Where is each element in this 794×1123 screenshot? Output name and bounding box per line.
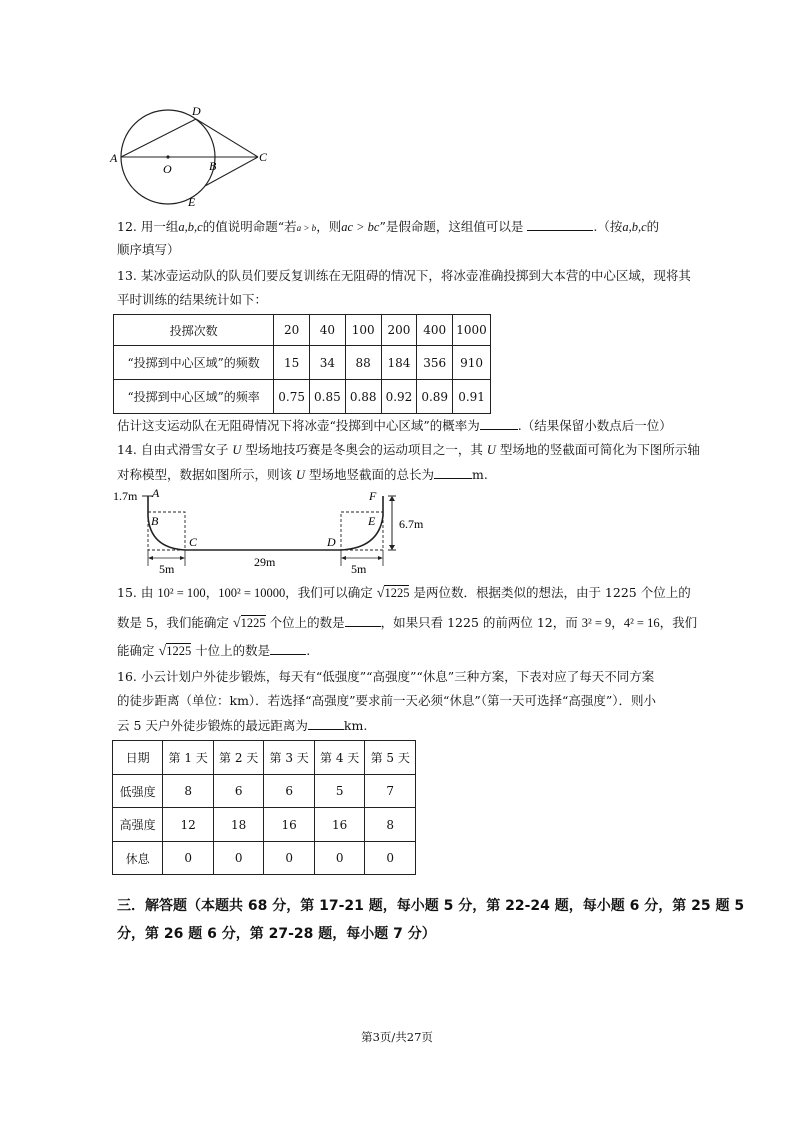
label-O: O [163,162,172,176]
table-row: 休息 0 0 0 0 0 [113,842,416,875]
table-row: 低强度 8 6 6 5 7 [113,775,416,808]
q15-line3: 能确定 √1225 十位上的数是 . [117,643,311,659]
table-row: 投掷次数 20 40 100 200 400 1000 [114,315,491,346]
label-D: D [192,104,201,118]
table-row: 日期 第 1 天 第 2 天 第 3 天 第 4 天 第 5 天 [113,741,416,775]
table-row: “投掷到中心区域”的频率 0.75 0.85 0.88 0.92 0.89 0.91 [114,380,491,414]
q16-line1: 16. 小云计划户外徒步锻炼，每天有“低强度”“高强度”“休息”三种方案，下表对应了每天不同方案 [117,669,655,684]
label-A: A [110,151,118,165]
section-3-heading-line1: 三．解答题（本题共 68 分，第 17-21 题，每小题 5 分，第 22-24 题，每小题 6 分，第 25 题 5 [117,898,745,914]
q16-line2: 的徒步距离（单位：km）．若选择“高强度”要求前一天必须“休息”（第一天可选择“高强度”）．则小 [117,693,657,708]
q12-answer-blank[interactable] [527,217,593,231]
width-mid-label: 29m [254,555,276,569]
halfpipe-figure [113,486,424,576]
label-A: A [152,486,160,500]
q15-units-blank[interactable] [345,613,381,627]
page-footer: 第3页/共27页 [361,1030,433,1044]
table-row: “投掷到中心区域”的频数 15 34 88 184 356 910 [114,346,491,380]
label-E: E [368,514,376,528]
width-left-label: 5m [159,562,175,576]
q12-number: 12. [117,219,137,234]
height-right-label: 6.7m [399,517,424,531]
height-left-label: 1.7m [113,489,138,503]
q13-line1: 13. 某冰壶运动队的队员们要反复训练在无阻碍的情况下，将冰壶准确投掷到大本营的中心区域，现将其 [117,268,691,283]
table-row: 高强度 12 18 16 16 8 [113,808,416,842]
q16-line3: 云 5 天户外徒步锻炼的最远距离为 km. [117,718,368,733]
q14-answer-blank[interactable] [434,465,472,479]
q14-line2: 对称模型，数据如图所示，则该 U 型场地竖截面的总长为 m. [117,467,488,482]
label-F: F [369,489,377,503]
q16-answer-blank[interactable] [308,716,344,730]
label-B: B [151,514,159,528]
label-C: C [189,535,198,549]
label-B: B [209,159,217,173]
q15-line2: 数是 5，我们能确定 √1225 个位上的数是 ，如果只看 1225 的前两位 12，而 3² = 9，4² = 16，我们 [117,615,698,631]
q12-line1: 12. 用一组a,b,c的值说明命题“若a > b，则ac > bc”是假命题，这组值可以是 .（按a,b,c的 [117,219,660,234]
hiking-distance-table [112,740,416,875]
label-C: C [259,150,268,164]
section-3-heading-line2: 分，第 26 题 6 分，第 27-28 题，每小题 7 分） [117,926,436,942]
label-D: D [327,535,336,549]
q13-answer-blank[interactable] [480,416,518,430]
q15-line1: 15. 由 10² = 100，100² = 10000，我们可以确定 √1225 是两位数．根据类似的想法，由于 1225 个位上的 [117,585,691,601]
label-E: E [188,195,196,209]
q15-tens-blank[interactable] [270,641,306,655]
width-right-label: 5m [351,562,367,576]
q13-answer-line: 估计这支运动队在无阻碍情况下将冰壶“投掷到中心区域”的概率为 .（结果保留小数点后一位） [117,418,672,433]
q14-line1: 14. 自由式滑雪女子 U 型场地技巧赛是冬奥会的运动项目之一，其 U 型场地的竖截面可简化为下图所示轴 [117,442,700,457]
q12-line2: 顺序填写） [117,242,180,257]
throw-frequency-table [113,314,491,414]
circle-tangent-figure [108,100,278,210]
q13-line2: 平时训练的结果统计如下： [117,292,268,307]
